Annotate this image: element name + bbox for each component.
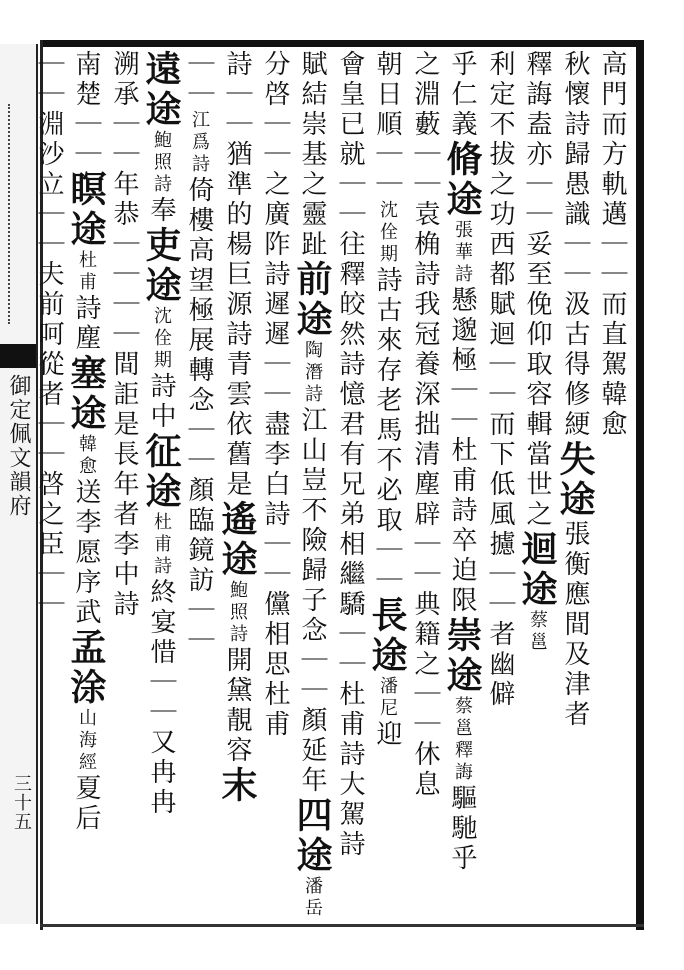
text-column [593,50,630,920]
text-run: 詩古來存老馬不必取｜｜ [372,266,402,596]
text-run: 乎仁義 [447,50,477,140]
entry-headword: 脩途 [441,140,483,220]
text-run: 送李愿序武 [71,478,101,628]
text-column [368,50,406,920]
text-run: 沙立｜｜ [34,140,64,260]
text-run: 利定不拔之功西都賦迴｜｜而下低 [485,50,515,500]
source-annotation: 沈佺期 [151,306,172,372]
entry-headword: 孟涂 [65,628,107,708]
source-annotation: 蔡邕釋誨 [452,696,473,784]
entry-headword: 迴途 [516,530,558,610]
text-run: 南楚｜｜ [71,50,101,170]
text-column [256,50,293,920]
text-run: 奉 [146,196,176,226]
entry-headword: 末 [216,766,258,806]
text-column [406,50,443,920]
text-run: 夏后 [71,774,101,834]
text-run: 大駕詩 [335,770,365,860]
text-run: ｜｜間詎是長年者李中詩 [109,290,139,620]
text-column [180,50,218,920]
source-annotation: 潘尼 [377,676,398,720]
text-run: 釋誨盍亦｜｜妥至俛仰取容輯當世之 [522,50,552,530]
source-annotation: 潘岳 [302,876,323,920]
book-title: 御定佩文韻府 [6,374,31,518]
text-run: 典籍之｜｜休息 [410,590,440,800]
text-run: 詩塵 [71,294,101,354]
entry-headword: 吏途 [140,226,182,306]
entry-headword: 遠途 [140,50,182,130]
text-column [218,50,256,920]
source-annotation: 蔡邕 [527,610,548,654]
text-column [142,50,180,920]
entry-headword: 前途 [291,260,333,340]
frame-bottom-border [40,924,644,927]
text-run: 倚樓高望極展轉念｜｜ [184,176,214,476]
text-column [481,50,518,920]
text-run: ｜｜ [184,50,214,110]
text-run: 賦結崇基之靈趾 [297,50,327,260]
text-column [67,50,105,920]
source-annotation: 鮑照詩 [227,580,248,646]
text-run: 之淵藪 [410,50,440,140]
margin-rule [8,104,30,324]
text-run: 年恭｜｜ [109,170,139,290]
text-column [30,50,67,920]
text-run: 詩｜｜猶準的楊巨源詩青雲依舊是 [222,50,252,500]
source-annotation: 杜甫詩 [151,512,172,578]
text-column [293,50,331,920]
page-number: 三十五 [11,774,32,831]
text-run: 高門而方軌邁｜｜而直駕韓愈 [597,50,627,440]
text-column [105,50,142,920]
entry-headword: 四途 [291,796,333,876]
text-run: 秋懷詩歸愚識｜｜汲古得修綆 [560,50,590,440]
entry-headword: 征途 [140,432,182,512]
text-body [34,50,630,920]
frame-top-border [40,40,644,47]
text-run: 分啓｜｜之廣阼 [260,50,290,260]
text-run: 張衡應間及津者 [560,520,590,730]
source-annotation: 沈佺期 [377,200,398,266]
text-run: 終宴惜｜｜又冉冉 [146,578,176,818]
text-run: ｜｜淵 [34,50,64,140]
source-annotation: 張華詩 [452,220,473,286]
text-run: 江山豈不險歸子念｜｜顏延年 [297,406,327,796]
source-annotation: 韓愈 [76,434,97,478]
text-column [554,50,596,920]
entry-headword: 瞑途 [65,170,107,250]
text-run: 開黛靚容 [222,646,252,766]
text-run: 風攄｜｜者幽僻 [485,500,515,710]
text-column [443,50,481,920]
text-column [518,50,556,920]
text-run: 夫前呵從者｜｜ [34,260,64,470]
source-annotation: 江爲詩 [189,110,210,176]
entry-headword: 遙途 [216,500,258,580]
text-run: 會皇已就｜｜往釋皎然詩憶君有兄弟相繼驕｜｜杜甫詩 [335,50,365,770]
text-run: 溯承｜｜ [109,50,139,170]
text-column [331,50,368,920]
text-run: 詩遲遲｜｜盡李白詩｜｜儻相思杜甫 [260,260,290,740]
frame-right-border [636,40,644,930]
text-run: 懸邈極｜｜杜甫詩卒迫限 [447,286,477,616]
entry-headword: 失途 [554,440,596,520]
source-annotation: 杜甫 [76,250,97,294]
text-run: 驅馳乎 [447,784,477,874]
source-annotation: 山海經 [76,708,97,774]
text-run: 顏臨鏡訪｜｜ [184,476,214,656]
entry-headword: 崇途 [441,616,483,696]
source-annotation: 鮑照詩 [151,130,172,196]
entry-headword: 長途 [366,596,408,676]
text-run: 詩中 [146,372,176,432]
text-run: 啓之臣｜｜ [34,470,64,620]
text-run: ｜｜袁桷詩我冠養深拙清塵辟｜｜ [410,140,440,590]
text-run: 朝日順｜｜ [372,50,402,200]
entry-headword: 塞途 [65,354,107,434]
text-run: 迎 [372,720,402,750]
source-annotation: 陶潛詩 [302,340,323,406]
